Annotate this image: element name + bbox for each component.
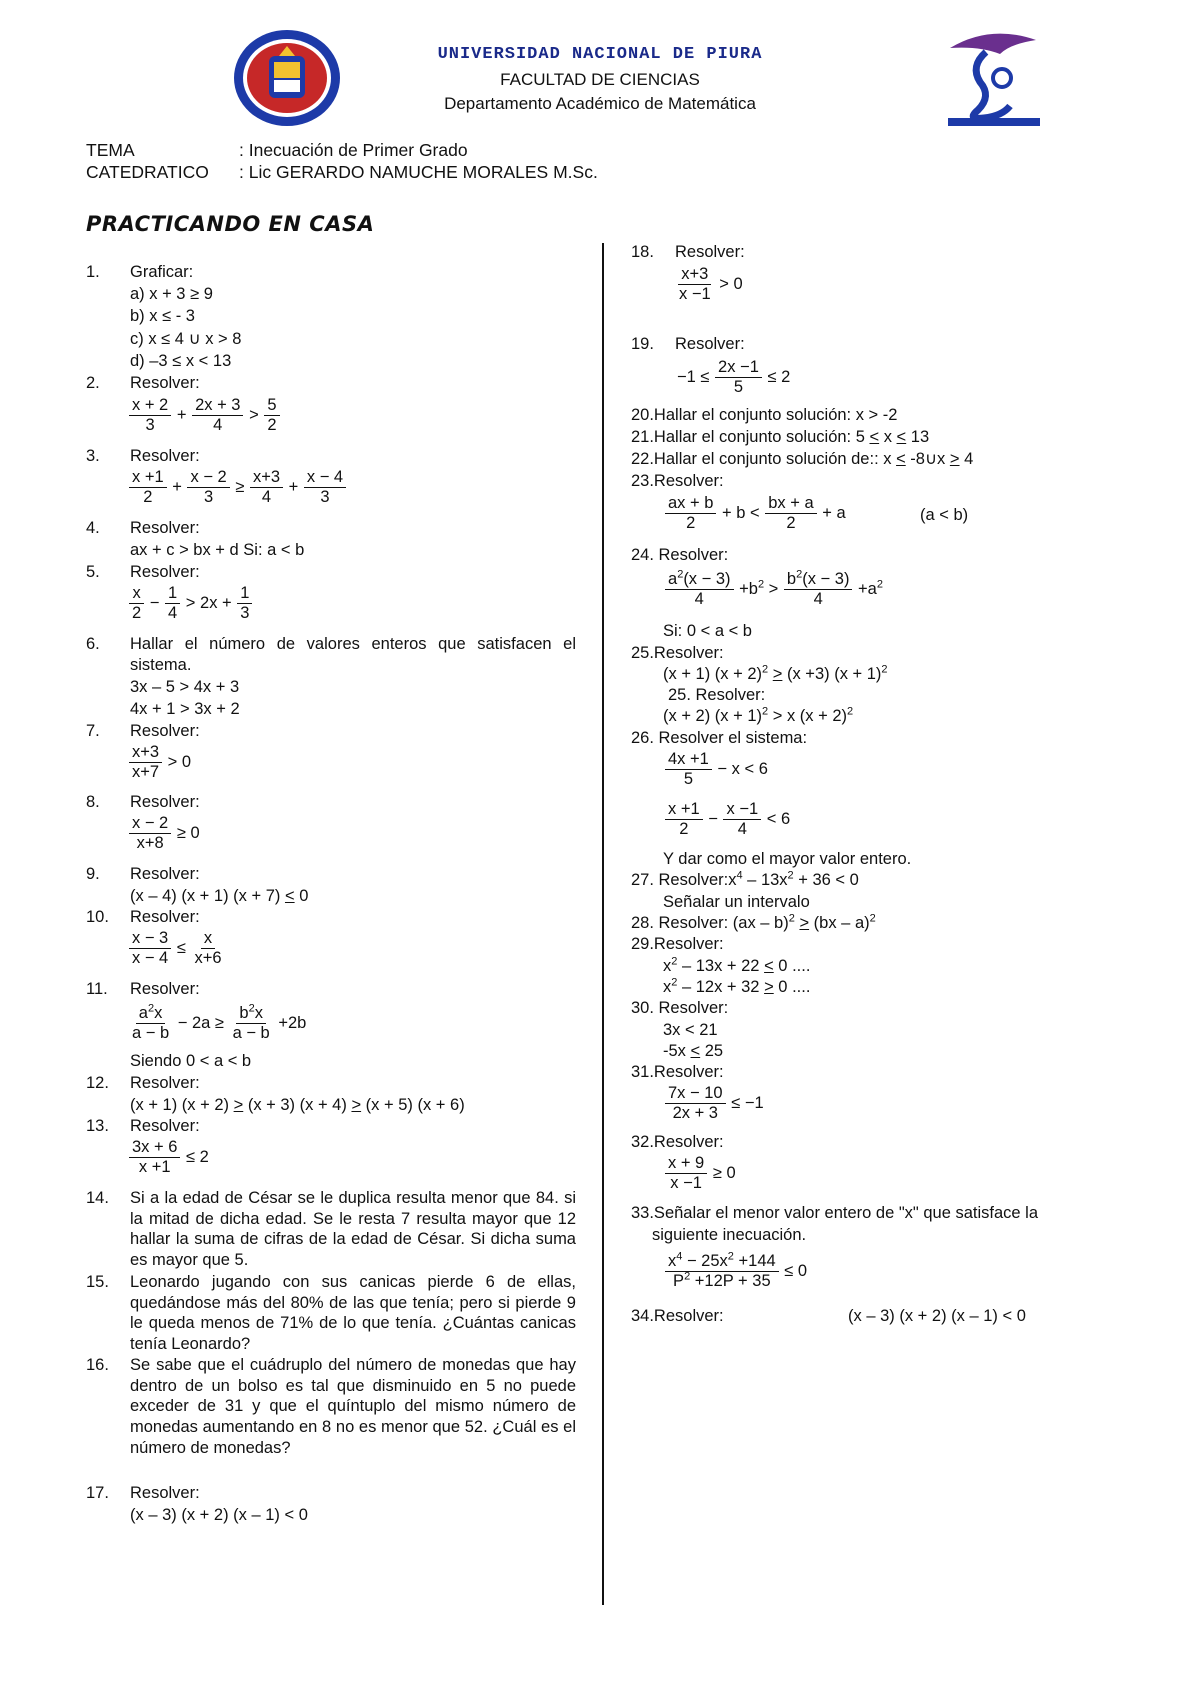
problem-11-number: 11. — [86, 980, 108, 998]
problem-32-label: 32.Resolver: — [631, 1133, 724, 1151]
problem-34-label: 34.Resolver: — [631, 1307, 724, 1325]
problem-33-text-1: 33.Señalar el menor valor entero de "x" que satisface la — [631, 1204, 1039, 1222]
problem-25-label-2: 25. Resolver: — [668, 686, 766, 704]
problem-16-number: 16. — [86, 1356, 109, 1374]
problem-7-number: 7. — [86, 722, 100, 740]
problem-27: 27. $Resolver:x^4 - 13x^2 + 36 < 0$ — [631, 869, 859, 889]
problem-30-label: 30. Resolver: — [631, 999, 729, 1017]
problem-19-expression: −1 ≤ $\frac{2x -1}{5}$ ≤ 2 — [677, 358, 791, 396]
problem-12-expression: (x + 1) (x + 2) > (x + 3) (x + 4) > (x + 5) (x + 6) — [130, 1096, 465, 1114]
problem-5-expression: $\frac{x}{2}$ − $\frac{1}{4}$ > 2x + $\frac{1}{3}$ — [128, 584, 253, 623]
problem-10-label: Resolver: — [130, 908, 200, 926]
problem-15-number: 15. — [86, 1273, 109, 1291]
problem-1d: d) –3 ≤ x < 13 — [130, 352, 232, 370]
problem-6-number: 6. — [86, 635, 100, 653]
problem-4-number: 4. — [86, 519, 100, 537]
problem-9-expression: (x – 4) (x + 1) (x + 7) < 0 — [130, 887, 309, 905]
problem-29-line2: $x^2 - 12x + 32 > 0$ .... — [663, 976, 811, 996]
problem-1c: c) x ≤ 4 ∪ x > 8 — [130, 330, 242, 348]
problem-26-note: Y dar como el mayor valor entero. — [663, 850, 912, 868]
problem-23-expression: $\frac{ax + b}{2}$ + b < $\frac{bx + a}{2}$ + a — [664, 494, 846, 533]
problem-23-condition: (a < b) — [920, 506, 969, 524]
problem-25-expression-1: (x + 1) $(x + 2)^2 > (x +3)$ $(x + 1)^2$ — [663, 663, 888, 683]
problem-26-label: 26. Resolver el sistema: — [631, 729, 808, 747]
problem-6-text: Hallar el número de valores enteros que satisfacen el sistema. — [130, 635, 576, 674]
problem-10-number: 10. — [86, 908, 109, 926]
university-name: UNIVERSIDAD NACIONAL DE PIURA — [437, 45, 763, 64]
problem-12-label: Resolver: — [130, 1074, 200, 1092]
problem-30-line1: 3x < 21 — [663, 1021, 718, 1039]
problem-33-expression: $\frac{x^4 - 25x^2 +144}{P^2 +12P + 35}$ ≤ 0 — [664, 1252, 807, 1291]
problem-32-expression: $\frac{x + 9}{x -1}$ ≥ 0 — [664, 1154, 736, 1193]
problem-7-label: Resolver: — [130, 722, 200, 740]
tema-value: : Inecuación de Primer Grado — [239, 140, 468, 160]
tema-label: TEMA — [86, 140, 135, 160]
problem-17-number: 17. — [86, 1484, 109, 1502]
problem-7-expression: $\frac{x+3}{x+7}$ > 0 — [128, 743, 191, 782]
problem-31-expression: $\frac{7x - 10}{2x + 3}$ ≤ −1 — [664, 1084, 764, 1123]
problem-5-number: 5. — [86, 563, 100, 581]
problem-31-label: 31.Resolver: — [631, 1063, 724, 1081]
department-name: Departamento Académico de Matemática — [444, 94, 756, 113]
problem-10-expression: $\frac{x - 3}{x - 4}$ ≤ $\frac{x}{x+6}$ — [128, 929, 226, 968]
catedratico-label: CATEDRATICO — [86, 162, 209, 182]
problem-22: 22.Hallar el conjunto solución de:: x < -8∪x > 4 — [631, 450, 974, 468]
problem-13-label: Resolver: — [130, 1117, 200, 1135]
faculty-name: FACULTAD DE CIENCIAS — [500, 70, 700, 89]
problem-12-number: 12. — [86, 1074, 109, 1092]
problem-2-expression: $\frac{x + 2}{3}$ + $\frac{2x + 3}{4}$ > $\frac{5}{2}$ — [128, 396, 281, 435]
problem-2-number: 2. — [86, 374, 100, 392]
problem-6-line2: 4x + 1 > 3x + 2 — [130, 700, 240, 718]
problem-25-label: 25.Resolver: — [631, 644, 724, 662]
problem-17-label: Resolver: — [130, 1484, 200, 1502]
problem-29-line1: $x^2 - 13x + 22 < 0$ .... — [663, 955, 811, 975]
problem-13-number: 13. — [86, 1117, 109, 1135]
problem-8-label: Resolver: — [130, 793, 200, 811]
problem-13-expression: $\frac{3x + 6}{x +1}$ ≤ 2 — [128, 1138, 209, 1177]
problem-8-expression: $\frac{x - 2}{x+8}$ ≥ 0 — [128, 814, 200, 853]
problem-15-text: Leonardo jugando con sus canicas pierde 6 de ellas, quedándose más del 80% de las que tenía; pero si pierde 9 le queda menos de 71% de lo que tenía. ¿Cuántas canicas tenía Leonardo? — [130, 1273, 576, 1354]
problem-14-number: 14. — [86, 1189, 109, 1207]
page-title: PRACTICANDO EN CASA — [86, 212, 375, 236]
problem-20: 20.Hallar el conjunto solución: x > -2 — [631, 406, 898, 424]
problem-18-number: 18. — [631, 243, 654, 261]
problem-4-expression: ax + c > bx + d Si: a < b — [130, 541, 305, 559]
problem-11-condition: Siendo 0 < a < b — [130, 1052, 252, 1070]
problem-25-expression-2: (x + 2) $(x + 1)^2 > x$ $(x + 2)^2$ — [663, 705, 854, 725]
problem-1-label: Graficar: — [130, 263, 194, 281]
problem-24-condition: Si: 0 < a < b — [663, 622, 752, 640]
problem-16-text: Se sabe que el cuádruplo del número de monedas que hay dentro de un bolso es tal que disminuido en 5 no puede exceder de 31 y que el quíntuplo del mismo número de monedas aumentando en 8 no es menor que 52. ¿Cuál es el número de monedas? — [130, 1356, 576, 1457]
problem-18-label: Resolver: — [675, 243, 745, 261]
problem-23-label: 23.Resolver: — [631, 472, 724, 490]
problem-4-label: Resolver: — [130, 519, 200, 537]
problem-14-text: Si a la edad de César se le duplica resulta menor que 84. si la mitad de dicha edad. Se le resta 7 resulta mayor que 12 hallar la suma de cifras de la edad de César. Si dicha suma es mayor que 5. — [130, 1189, 576, 1270]
problem-21: 21.Hallar el conjunto solución: 5 < x < 13 — [631, 428, 930, 446]
problem-3-expression: $\frac{x +1}{2}$ + $\frac{x - 2}{3}$ ≥ $\frac{x+3}{4}$ + $\frac{x - 4}{3}$ — [128, 468, 347, 507]
problem-3-label: Resolver: — [130, 447, 200, 465]
problem-1a: a) x + 3 ≥ 9 — [130, 285, 213, 303]
problem-11-label: Resolver: — [130, 980, 200, 998]
problem-2-label: Resolver: — [130, 374, 200, 392]
problem-1b: b) x ≤ - 3 — [130, 307, 195, 325]
problem-24-label: 24. Resolver: — [631, 546, 729, 564]
problem-29-label: 29.Resolver: — [631, 935, 724, 953]
catedratico-value: : Lic GERARDO NAMUCHE MORALES M.Sc. — [239, 162, 598, 182]
problem-9-label: Resolver: — [130, 865, 200, 883]
problem-27-note: Señalar un intervalo — [663, 893, 810, 911]
problem-3-number: 3. — [86, 447, 100, 465]
problem-19-label: Resolver: — [675, 335, 745, 353]
problem-24-expression: $\frac{a^2(x - 3)}{4}$ $+b^2$ > $\frac{b^2(x - 3)}{4}$ $+a^2$ — [664, 570, 883, 609]
problem-26-expression-1: $\frac{4x +1}{5}$ − x < 6 — [664, 750, 768, 789]
problem-30-line2: -5x < 25 — [663, 1042, 724, 1060]
problem-17-expression: (x – 3) (x + 2) (x – 1) < 0 — [130, 1506, 308, 1524]
problem-26-expression-2: $\frac{x +1}{2}$ − $\frac{x -1}{4}$ < 6 — [664, 800, 790, 839]
problem-34-expression: (x – 3) (x + 2) (x – 1) < 0 — [848, 1307, 1026, 1325]
problem-11-expression: $\frac{a^2x}{a - b}$ − 2a ≥ $\frac{b^2x}{a - b}$ +2b — [132, 1002, 307, 1042]
column-divider — [602, 243, 604, 1605]
problem-28: 28. Resolver: (ax – b)$^2$ > (bx – a)$^2$ — [631, 912, 876, 932]
problem-1-number: 1. — [86, 263, 100, 281]
problem-5-label: Resolver: — [130, 563, 200, 581]
problem-6-line1: 3x – 5 > 4x + 3 — [130, 678, 240, 696]
problem-33-text-2: siguiente inecuación. — [652, 1226, 807, 1244]
problem-9-number: 9. — [86, 865, 100, 883]
problem-19-number: 19. — [631, 335, 654, 353]
problem-18-expression: $\frac{x+3}{x -1}$ > 0 — [679, 265, 743, 303]
problem-8-number: 8. — [86, 793, 100, 811]
